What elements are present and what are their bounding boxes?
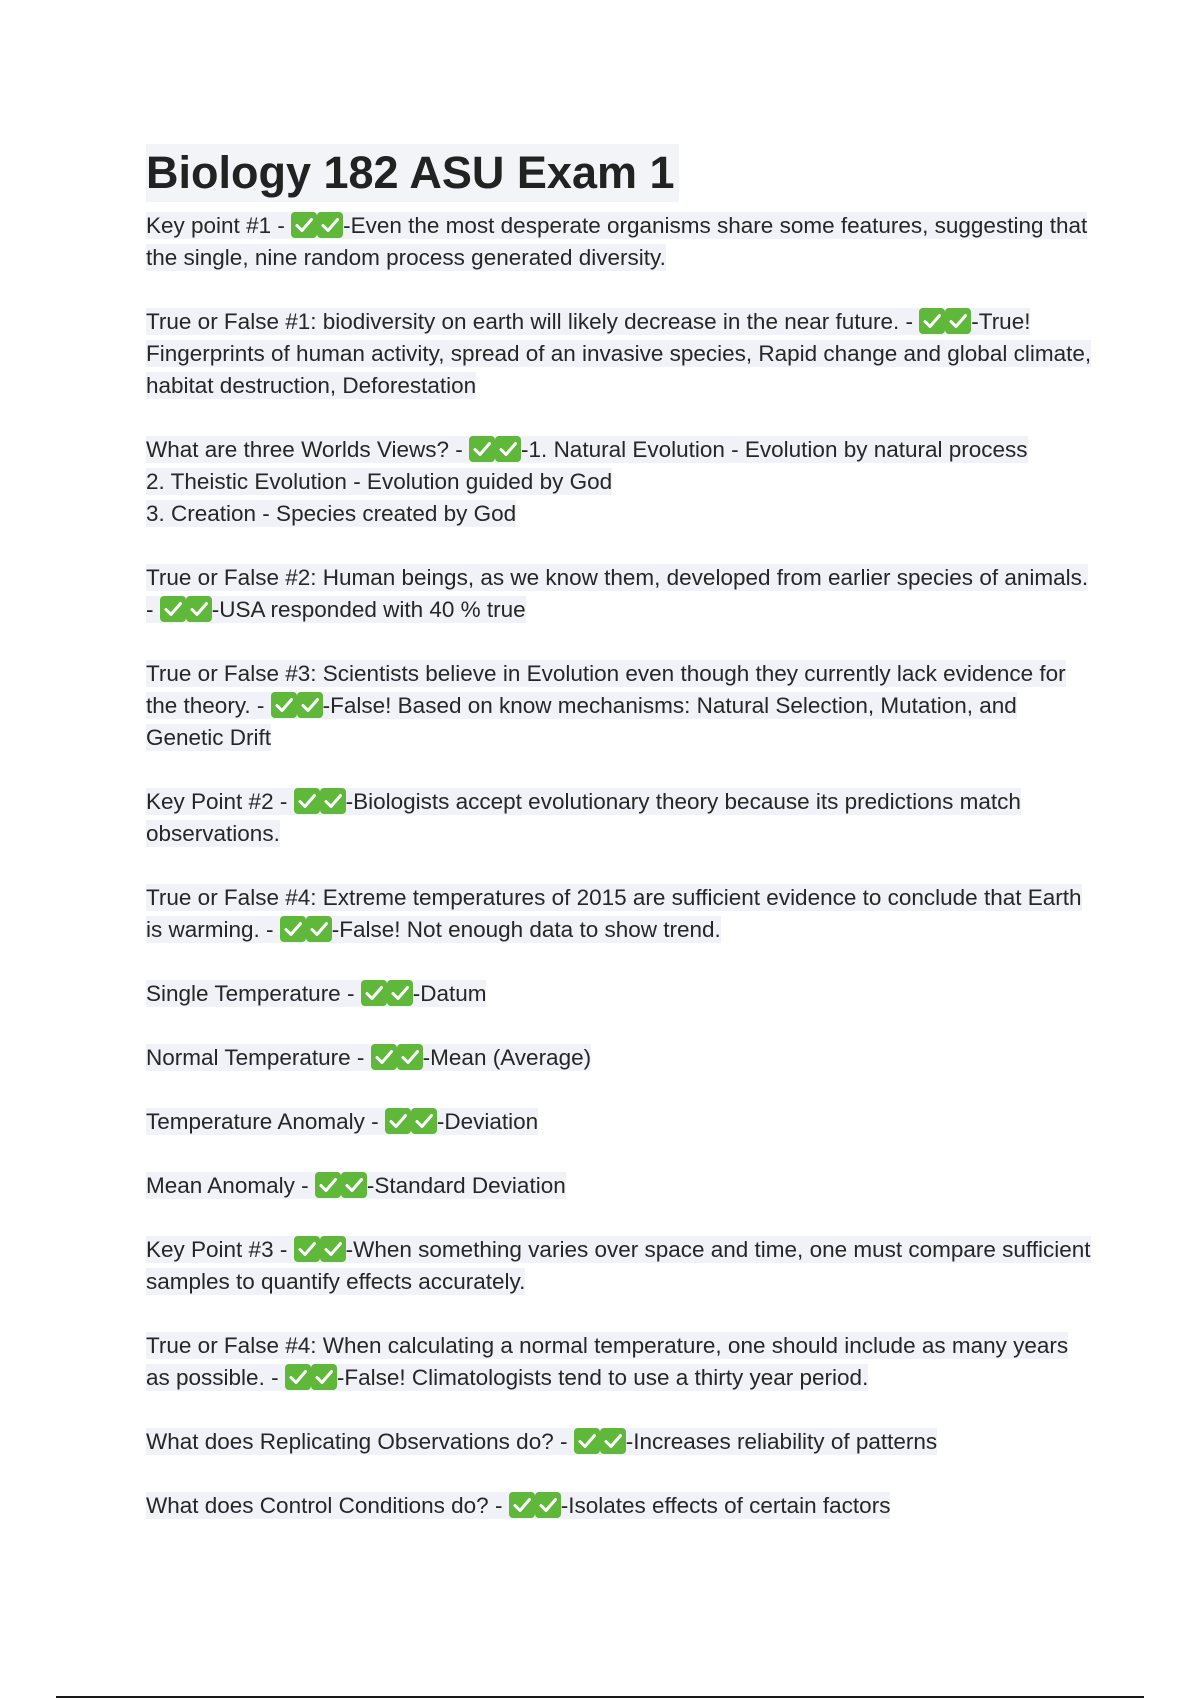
flashcard-text — [146, 660, 1066, 751]
flashcard-entry — [146, 1234, 1096, 1298]
answer-text: Isolates effects of certain factors — [568, 1493, 891, 1518]
question-text: Normal Temperature — [146, 1045, 351, 1070]
answer-text: Increases reliability of patterns — [633, 1429, 938, 1454]
answer-prefix: - — [345, 789, 354, 814]
check-mark-icon — [387, 980, 413, 1006]
question-separator: - — [553, 1429, 574, 1454]
question-separator: - — [259, 917, 280, 942]
question-text: Key Point #3 — [146, 1237, 274, 1262]
question-text: True or False #3: Scientists believe in Evolution even though they currently lack evidence for the theory. — [146, 661, 1066, 718]
flashcard-text — [146, 1044, 591, 1071]
check-mark-icon — [291, 212, 317, 238]
check-mark-icon — [320, 788, 346, 814]
flashcard-text — [146, 212, 1087, 271]
check-mark-icon — [317, 212, 343, 238]
answer-prefix: - — [211, 597, 220, 622]
question-separator: - — [350, 1045, 371, 1070]
answer-prefix: - — [366, 1173, 375, 1198]
flashcard-text — [146, 1172, 566, 1199]
question-separator: - — [264, 1365, 285, 1390]
answer-text: Standard Deviation — [374, 1173, 566, 1198]
answer-text: Biologists accept evolutionary theory because its predictions match observations. — [146, 789, 1021, 846]
flashcard-text — [146, 788, 1021, 847]
question-text: Key Point #2 — [146, 789, 274, 814]
question-separator: - — [340, 981, 361, 1006]
flashcard-entry — [146, 1330, 1096, 1394]
answer-text: False! Not enough data to show trend. — [339, 917, 721, 942]
check-mark-icon — [469, 436, 495, 462]
flashcard-text — [146, 1492, 890, 1519]
flashcard-entry — [146, 978, 1096, 1010]
check-mark-icon — [160, 596, 186, 622]
check-mark-icon — [371, 1044, 397, 1070]
check-mark-icon — [294, 1236, 320, 1262]
answer-prefix: - — [331, 917, 340, 942]
page-title: Biology 182 ASU Exam 1 — [146, 144, 679, 202]
question-text: Temperature Anomaly — [146, 1109, 365, 1134]
flashcard-entry — [146, 1426, 1096, 1458]
answer-prefix: - — [422, 1045, 431, 1070]
answer-text: 3. Creation - Species created by God — [146, 501, 517, 526]
document-page — [146, 144, 1096, 1522]
check-mark-icon — [574, 1428, 600, 1454]
answer-prefix: - — [521, 437, 529, 462]
answer-text: True! Fingerprints of human activity, spread of an invasive species, Rapid change and global climate, habitat destruction, Deforestation — [146, 309, 1092, 398]
flashcard-text — [146, 1428, 937, 1455]
answer-prefix: - — [345, 1237, 354, 1262]
answer-text: USA responded with 40 % true — [219, 597, 526, 622]
flashcard-list — [146, 210, 1096, 1522]
answer-prefix: - — [560, 1493, 569, 1518]
check-mark-icon — [294, 788, 320, 814]
question-separator: - — [449, 437, 470, 462]
check-mark-icon — [397, 1044, 423, 1070]
answer-text: When something varies over space and time, one must compare sufficient samples to quantify effects accurately. — [146, 1237, 1091, 1294]
answer-text: Mean (Average) — [430, 1045, 592, 1070]
check-mark-icon — [186, 596, 212, 622]
flashcard-text — [146, 1236, 1091, 1295]
check-mark-icon — [320, 1236, 346, 1262]
answer-text: the single, nine random process generated diversity. — [146, 245, 666, 270]
flashcard-entry — [146, 210, 1096, 274]
check-mark-icon — [280, 916, 306, 942]
check-mark-icon — [535, 1492, 561, 1518]
answer-text: 2. Theistic Evolution - Evolution guided by God — [146, 469, 613, 494]
flashcard-entry — [146, 786, 1096, 850]
answer-prefix: - — [412, 981, 421, 1006]
answer-prefix: - — [343, 213, 351, 238]
flashcard-text — [146, 308, 1091, 399]
question-text: True or False #1: biodiversity on earth will likely decrease in the near future. — [146, 309, 900, 334]
check-mark-icon — [600, 1428, 626, 1454]
question-separator: - — [488, 1493, 509, 1518]
question-separator: - — [146, 597, 160, 622]
question-separator: - — [294, 1173, 315, 1198]
question-text: Mean Anomaly — [146, 1173, 295, 1198]
check-mark-icon — [341, 1172, 367, 1198]
flashcard-text — [146, 1108, 538, 1135]
check-mark-icon — [311, 1364, 337, 1390]
flashcard-text — [146, 1332, 1068, 1391]
flashcard-entry — [146, 882, 1096, 946]
answer-prefix: - — [625, 1429, 634, 1454]
check-mark-icon — [945, 308, 971, 334]
bottom-divider — [56, 1696, 1144, 1698]
check-mark-icon — [385, 1108, 411, 1134]
flashcard-entry — [146, 1490, 1096, 1522]
flashcard-entry — [146, 562, 1096, 626]
question-separator: - — [273, 1237, 294, 1262]
question-text: True or False #4: When calculating a normal temperature, one should include as many years as possible. — [146, 1333, 1069, 1390]
question-separator: - — [271, 213, 292, 238]
answer-text: Even the most desperate organisms share some features, suggesting that — [350, 213, 1088, 238]
check-mark-icon — [919, 308, 945, 334]
answer-prefix: - — [322, 693, 331, 718]
flashcard-text — [146, 884, 1082, 943]
question-text: Single Temperature — [146, 981, 341, 1006]
check-mark-icon — [271, 692, 297, 718]
answer-text: Datum — [420, 981, 487, 1006]
answer-text: 1. Natural Evolution - Evolution by natural process — [528, 437, 1028, 462]
flashcard-entry — [146, 1106, 1096, 1138]
flashcard-entry — [146, 306, 1096, 402]
answer-text: False! Climatologists tend to use a thirty year period. — [344, 1365, 869, 1390]
check-mark-icon — [306, 916, 332, 942]
question-text: What does Control Conditions do? — [146, 1493, 489, 1518]
flashcard-text — [146, 980, 486, 1007]
question-text: True or False #4: Extreme temperatures of 2015 are sufficient evidence to conclude that Earth is warming. — [146, 885, 1082, 942]
check-mark-icon — [297, 692, 323, 718]
flashcard-text — [146, 564, 1088, 623]
question-separator: - — [250, 693, 271, 718]
flashcard-entry — [146, 1170, 1096, 1202]
answer-text: Deviation — [444, 1109, 539, 1134]
check-mark-icon — [509, 1492, 535, 1518]
check-mark-icon — [411, 1108, 437, 1134]
check-mark-icon — [315, 1172, 341, 1198]
question-text: Key point #1 — [146, 213, 272, 238]
question-separator: - — [364, 1109, 385, 1134]
check-mark-icon — [361, 980, 387, 1006]
answer-text: False! Based on know mechanisms: Natural Selection, Mutation, and Genetic Drift — [146, 693, 1017, 750]
check-mark-icon — [285, 1364, 311, 1390]
check-mark-icon — [495, 436, 521, 462]
flashcard-entry — [146, 1042, 1096, 1074]
question-text: What are three Worlds Views? — [146, 437, 450, 462]
flashcard-entry — [146, 434, 1096, 530]
question-text: True or False #2: Human beings, as we know them, developed from earlier species of animals. — [146, 565, 1089, 590]
question-text: What does Replicating Observations do? — [146, 1429, 554, 1454]
question-separator: - — [273, 789, 294, 814]
flashcard-entry — [146, 658, 1096, 754]
answer-prefix: - — [336, 1365, 345, 1390]
answer-prefix: - — [436, 1109, 445, 1134]
question-separator: - — [899, 309, 920, 334]
answer-prefix: - — [971, 309, 979, 334]
flashcard-text — [146, 436, 1028, 527]
